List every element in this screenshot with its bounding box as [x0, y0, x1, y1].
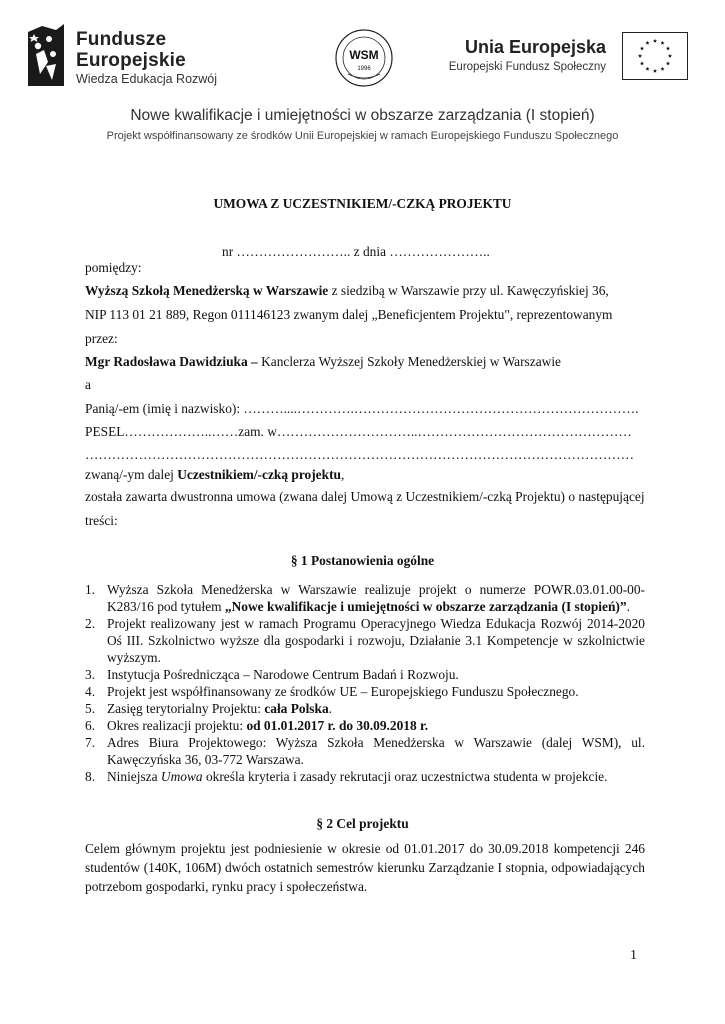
list-item-text: Instytucja Pośrednicząca – Narodowe Centrum Badań i Rozwoju. [107, 667, 459, 682]
list-item-text: Niniejsza [107, 769, 161, 784]
list-item [85, 581, 645, 615]
list-item-number: 5. [85, 701, 96, 716]
document-title: UMOWA Z UCZESTNIKIEM/-CZKĄ PROJEKTU [213, 196, 512, 211]
wsm-logo-text: WSM [349, 48, 379, 62]
list-item-number: 1. [85, 582, 96, 597]
list-item [85, 768, 645, 785]
participant-name-field: Panią/-em (imię i nazwisko): ………....………….………………………………………………………. [85, 401, 639, 416]
unia-europejska-text [446, 38, 606, 74]
pesel-address-field: PESEL………………..……zam. w…………………………..………………………………………… [85, 424, 632, 439]
representative-line [85, 354, 561, 371]
section2-title: § 2 Cel projektu [316, 816, 409, 831]
list-item-bold: cała Polska [264, 701, 329, 716]
fundusze-europejskie-logo-icon [26, 24, 66, 86]
list-item-text: Zasięg terytorialny Projektu: [107, 701, 265, 716]
list-item [85, 683, 645, 700]
party1-name: Wyższą Szkołą Menedżerską w Warszawie [85, 283, 329, 298]
called-line [85, 467, 344, 484]
project-title: Nowe kwalifikacje i umiejętności w obszarze zarządzania (I stopień) [130, 107, 595, 124]
fe-line1: Fundusze [76, 29, 167, 50]
party1-line2: NIP 113 01 21 889, Regon 011146123 zwanym dalej „Beneficjentem Projektu", reprezentowanym [85, 307, 613, 322]
wsm-logo-year: 1996 [357, 66, 371, 72]
representative-name: Mgr Radosława Dawidziuka – [85, 354, 258, 369]
list-item-post: . [328, 701, 333, 716]
and-label: a [85, 377, 91, 392]
list-item-text: Adres Biura Projektowego: Wyższa Szkoła Menedżerska w Warszawie (dalej WSM), ul. Kawęczyńska 36, 03-772 Warszawa. [107, 735, 645, 767]
by-label: przez: [85, 331, 118, 346]
list-item-number: 2. [85, 616, 96, 631]
party1-address: z siedzibą w Warszawie przy ul. Kawęczyńskiej 36, [328, 283, 609, 298]
page-number: 1 [630, 948, 637, 963]
party1-line [85, 283, 609, 300]
wsm-seal-logo [334, 28, 394, 88]
section1-title: § 1 Postanowienia ogólne [290, 553, 435, 568]
list-item-italic: Umowa [160, 769, 203, 784]
list-item-number: 3. [85, 667, 96, 682]
ue-line1: Unia Europejska [464, 37, 606, 57]
list-item-number: 7. [85, 735, 96, 750]
fundusze-europejskie-text [76, 30, 217, 86]
project-subtitle: Projekt współfinansowany ze środków Unii Europejskiej w ramach Europejskiego Funduszu Społecznego [106, 130, 619, 142]
list-item-number: 8. [85, 769, 96, 784]
list-item-post: określa kryteria i zasady rekrutacji oraz uczestnictwa studenta w projekcie. [202, 769, 608, 784]
list-item-text: Okres realizacji projektu: [107, 718, 247, 733]
eu-flag-icon [622, 32, 688, 80]
list-item-number: 4. [85, 684, 96, 699]
list-item [85, 700, 645, 717]
section2-paragraph: Celem głównym projektu jest podniesienie w okresie od 01.01.2017 do 30.09.2018 kompetencji 246 studentów (140K, 106M) dwóch ostatnich semestrów kierunku Zarządzanie I stopnia, odpowiadających potrzebom gospodarki, rynku pracy i społeczeństwa. [85, 841, 645, 894]
representative-role: Kanclerza Wyższej Szkoły Menedżerskiej w Warszawie [257, 354, 561, 369]
list-item [85, 615, 645, 666]
called-post: , [340, 467, 345, 482]
list-item-bold: od 01.01.2017 r. do 30.09.2018 r. [246, 718, 429, 733]
list-item-bold: „Nowe kwalifikacje i umiejętności w obszarze zarządzania (I stopień)” [224, 599, 627, 614]
called-bold: Uczestnikiem/-czką projektu [177, 467, 341, 482]
fe-line3: Wiedza Edukacja Rozwój [76, 72, 218, 86]
concluded-line1: została zawarta dwustronna umowa (zwana dalej Umową z Uczestnikiem/-czką Projektu) o następującej [85, 489, 645, 504]
list-item-text: Wyższa Szkoła Menedżerska w Warszawie realizuje projekt o numerze POWR.03.01.00-00-K283/16 pod tytułem [107, 582, 645, 614]
called-pre: zwaną/-ym dalej [85, 467, 178, 482]
concluded-line2: treści: [85, 513, 118, 528]
list-item-text: Projekt jest współfinansowany ze środków UE – Europejskiego Funduszu Społecznego. [107, 684, 579, 699]
address-continuation-field: …………………………………………………………………………………………………………… [85, 447, 635, 462]
list-item-post: . [626, 599, 630, 614]
fe-line2: Europejskie [76, 50, 186, 71]
list-item-number: 6. [85, 718, 96, 733]
list-item [85, 734, 645, 768]
nr-date-line: nr …………………….. z dnia ………………….. [222, 244, 490, 259]
list-item-text: Projekt realizowany jest w ramach Programu Operacyjnego Wiedza Edukacja Rozwój 2014-2020 Oś III. Szkolnictwo wyższe dla gospodarki i rozwoju, Działanie 3.1 Kompetencje w szkolnictwie wyższym. [107, 616, 645, 665]
between-label: pomiędzy: [85, 260, 142, 275]
list-item [85, 666, 645, 683]
list-item [85, 717, 645, 734]
general-provisions-list [85, 581, 645, 785]
ue-line2: Europejski Fundusz Społeczny [448, 61, 606, 73]
